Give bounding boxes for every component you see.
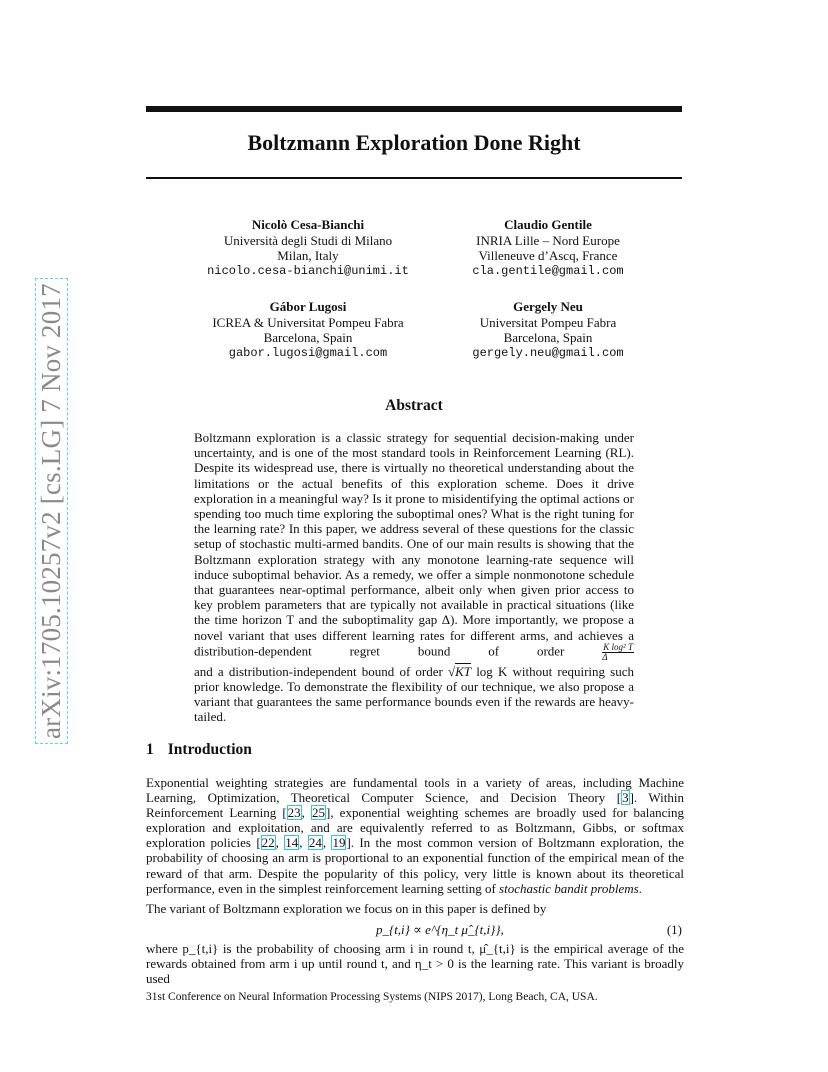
fraction-numerator: K log² T <box>603 641 634 652</box>
author-name: Nicolò Cesa-Bianchi <box>251 217 365 232</box>
intro-text: , <box>299 835 308 851</box>
citation-link[interactable]: 19 <box>332 835 346 851</box>
equation-number: (1) <box>666 922 682 937</box>
emphasis-text: stochastic bandit problems <box>499 880 639 896</box>
intro-text: , <box>322 835 332 851</box>
section-heading <box>146 741 252 759</box>
author-name: Claudio Gentile <box>504 217 592 232</box>
intro-text: ], exponential weighting schemes are broadly used for balancing exploration and exploitation, and are equivalently referred to as Boltzmann, Gibbs, or softmax exploration policies [ <box>146 805 685 851</box>
intro-text: , <box>301 805 312 821</box>
author-location: Milan, Italy <box>277 248 339 263</box>
author-block-2 <box>418 217 678 279</box>
arxiv-side-stamp[interactable]: arXiv:1705.10257v2 [cs.LG] 7 Nov 2017 <box>35 278 68 744</box>
intro-text: ]. In the most common version of Boltzmann exploration, the probability of choosing an arm is proportional to an exponential function of the empirical mean of the reward of that arm. Despite the popularity of this policy, very little is known about its theoretical performance, even in the simplest reinforcement learning setting of <box>146 835 685 896</box>
title-rule-top <box>146 106 682 112</box>
author-block-1 <box>178 217 438 279</box>
intro-text: Exponential weighting strategies are fundamental tools in a variety of areas, including Machine Learning, Optimization, Theoretical Computer Science, and Decision Theory [ <box>146 775 684 806</box>
author-name: Gábor Lugosi <box>269 299 347 314</box>
author-email[interactable]: nicolo.cesa-bianchi@unimi.it <box>207 263 409 278</box>
abstract-text-top: Boltzmann exploration is a classic strategy for sequential decision-making under uncertainty, and is one of the most standard tools in Reinforcement Learning (RL). Despite its widespread use, there is virtually no theoretical understanding about the limitations or the actual benefits of this exploration scheme. Does it drive exploration in a meaningful way? Is it prone to misidentifying the optimal actions or spending too much time exploring the suboptimal ones? What is the right tuning for the learning rate? In this paper, we address several of these questions for the classic setup of stochastic multi-armed bandits. One of our main results is showing that the Boltzmann exploration strategy with any monotone learning-rate sequence will induce suboptimal behavior. As a remedy, we offer a simple nonmonotone schedule that guarantees near-optimal performance, albeit only when given prior access to key problem parameters that are typically not available in practical situations (like the time horizon T and the suboptimality gap Δ). More importantly, we propose a novel variant that uses different learning rates for different arms, and achieves a distribution-dependent regret bound of order <box>194 430 634 659</box>
author-name: Gergely Neu <box>513 299 583 314</box>
abstract-text-bottom: log K without requiring such prior knowledge. To demonstrate the flexibility of our technique, we also propose a variant that guarantees the same performance bounds even if the rewards are heavy-tailed. <box>194 663 634 725</box>
author-affiliation: Universitat Pompeu Fabra <box>479 314 617 330</box>
title-rule-bottom <box>146 177 682 179</box>
equation-explanation: where p_{t,i} is the probability of choosing arm i in round t, μ̂_{t,i} is the empirical average of the rewards obtained from arm i up until round t, and η_t > 0 is the learning rate. This variant is broadly used <box>146 941 684 987</box>
author-block-4 <box>418 299 678 361</box>
abstract-heading: Abstract <box>385 397 443 414</box>
abstract-text <box>194 430 634 662</box>
conference-footnote: 31st Conference on Neural Information Processing Systems (NIPS 2017), Long Beach, CA, USA. <box>146 991 598 1003</box>
intro-text: , <box>275 835 285 851</box>
intro-text: ]. Within Reinforcement Learning [ <box>146 790 684 821</box>
citation-link[interactable]: 14 <box>285 835 299 851</box>
variant-sentence: The variant of Boltzmann exploration we focus on in this paper is defined by <box>146 901 547 916</box>
abstract-body <box>194 430 634 725</box>
author-location: Villeneuve d’Ascq, France <box>478 248 618 263</box>
section-title: Introduction <box>167 741 252 758</box>
equation-expression: p_{t,i} ∝ e^{η_t μ̂_{t,i}}, <box>376 922 504 937</box>
citation-link[interactable]: 24 <box>308 835 322 851</box>
fraction-denominator: Δ <box>602 651 608 662</box>
section-number: 1 <box>146 741 154 758</box>
sqrt-term: KT <box>455 663 472 679</box>
author-block-3 <box>178 299 438 361</box>
citation-link[interactable]: 3 <box>622 790 629 806</box>
author-location: Barcelona, Spain <box>503 330 593 345</box>
author-affiliation: ICREA & Universitat Pompeu Fabra <box>212 314 404 330</box>
equation-1 <box>146 922 682 940</box>
regret-fraction <box>602 643 634 662</box>
paper-title: Boltzmann Exploration Done Right <box>247 130 581 155</box>
author-email[interactable]: gabor.lugosi@gmail.com <box>228 345 388 360</box>
author-email[interactable]: gergely.neu@gmail.com <box>472 345 624 360</box>
abstract-text-mid: and a distribution-independent bound of order √ <box>194 663 456 679</box>
intro-text: . <box>638 880 642 896</box>
citation-link[interactable]: 22 <box>261 835 275 851</box>
author-affiliation: Università degli Studi di Milano <box>223 232 393 248</box>
author-affiliation: INRIA Lille – Nord Europe <box>476 232 620 248</box>
author-email[interactable]: cla.gentile@gmail.com <box>472 263 624 278</box>
citation-link[interactable]: 25 <box>312 805 326 821</box>
author-location: Barcelona, Spain <box>263 330 353 345</box>
citation-link[interactable]: 23 <box>287 805 301 821</box>
intro-paragraph <box>146 775 684 896</box>
